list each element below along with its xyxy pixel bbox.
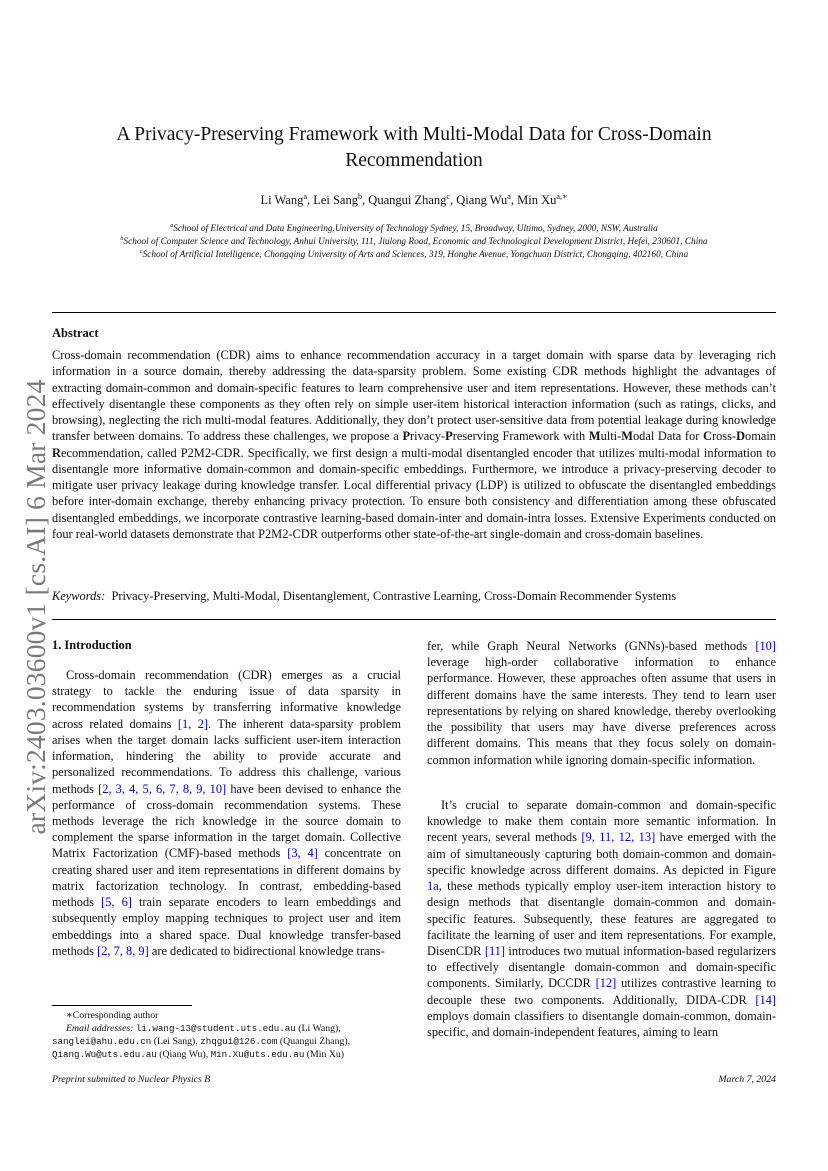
footer-journal: Preprint submitted to Nuclear Physics B	[52, 1074, 211, 1085]
title-line-2: Recommendation	[345, 150, 483, 171]
email-link[interactable]: Qiang.Wu@uts.edu.au	[52, 1049, 157, 1060]
footnote-divider	[52, 1005, 192, 1006]
author: Min $Xu^{a,∗}$	[517, 191, 568, 207]
figure-link[interactable]: 1a	[427, 879, 439, 894]
divider	[52, 619, 776, 620]
email-link[interactable]: sanglei@ahu.edu.cn	[52, 1036, 152, 1047]
section-heading: 1. Introduction	[52, 638, 132, 652]
footnote-corresponding: ∗Corresponding author	[66, 1010, 159, 1021]
author: Qiang Wu$^a$	[456, 191, 511, 207]
keywords: Keywords: Privacy-Preserving, Multi-Modal, Disentanglement, Contrastive Learning, Cross-Domain Recommender Systems	[52, 589, 677, 603]
citation-link[interactable]: [10]	[755, 639, 776, 653]
author: Quangui Zhang$^c$	[368, 191, 451, 207]
intro-paragraph: It’s crucial to separate domain-common and domain-specific knowledge to make them contain more semantic information. In recent years, several methods [9, 11, 12, 13] have emerged with the aim of simultaneously capturing both domain-common and domain-specific knowledge across different domains. As depicted in Figure 1a, these methods typically employ user-item interaction history to design methods that disentangle domain-common and domain-specific features. Subsequently, these features are aggregated to facilitate the learning of user and item representations. For example, DisenCDR [11] introduces two mutual information-based regularizers to effectively disentangle domain-common and domain-specific components. Similarly, DCCDR [12] utilizes contrastive learning to decouple these two components. Additionally, DIDA-CDR [14] employs domain classifiers to disentangle domain-common, domain-specific, and domain-independent features, aiming to learn	[427, 798, 777, 1040]
arxiv-stamp-text: arXiv:2403.03600v1 [cs.AI] 6 Mar 2024	[20, 379, 51, 835]
citation-link[interactable]: [1, 2]	[177, 716, 209, 731]
abstract-body: Cross-domain recommendation (CDR) aims to enhance recommendation accuracy in a target domain with sparse data by leveraging rich information in a source domain, thereby addressing the data-sparsity problem. Some existing CDR methods highlight the advantages of extracting domain-common and domain-specific features to learn comprehensive user and item representations. However, these methods can’t effectively disentangle these components as they often rely on simple user-item historical interaction information (such as ratings, clicks, and browsing), neglecting the rich multi-modal features. Additionally, they don’t protect user-sensitive data from potential leakage during knowledge transfer between domains. To address these challenges, we propose a Privacy-Preserving Framework with Multi-Modal Data for Cross-Domain Recommendation, called P2M2-CDR. Specifically, we first design a multi-modal disentangled encoder that utilizes multi-modal information to disentangle more informative domain-common and domain-specific embeddings. Furthermore, we introduce a privacy-preserving decoder to mitigate user privacy leakage during knowledge transfer. Local differential privacy (LDP) is utilized to obfuscate the disentangled embeddings before inter-domain exchange, thereby enhancing privacy protection. To ensure both consistency and differentiation among these obfuscated disentangled embeddings, we incorporate contrastive learning-based domain-inter and domain-intra losses. Extensive Experiments conducted on four real-world datasets demonstrate that P2M2-CDR outperforms other state-of-the-art single-domain and cross-domain baselines.	[52, 348, 777, 541]
intro-paragraph: fer, while Graph Neural Networks (GNNs)-based methods [10] leverage high-order collaborative information to enhance performance. However, these approaches often assume that users in different domains have the same interests. They tend to learn user representations by relying on shared knowledge, thereby overlooking the possibility that users may have diverse preferences across different domains. This means that they focus solely on domain-common information while ignoring domain-specific information.	[427, 639, 776, 767]
author: Lei Sang$^b$	[313, 191, 363, 207]
citation-link[interactable]: [11]	[484, 943, 505, 958]
email-link[interactable]: li.wang-13@student.uts.edu.au	[135, 1023, 296, 1034]
email-link[interactable]: zhqgui@126.com	[200, 1036, 278, 1047]
affiliation: $^c$School of Artificial Intelligence, Chongqing University of Arts and Sciences, 319, Honghe Avenue, Yongchuan District, Chongqing, 402160, China	[139, 248, 689, 260]
citation-link[interactable]: [12]	[595, 976, 617, 991]
title-line-1: A Privacy-Preserving Framework with Multi-Modal Data for Cross-Domain	[116, 124, 712, 145]
intro-paragraph: Cross-domain recommendation (CDR) emerges as a crucial strategy to tackle the enduring issue of data sparsity in recommendation systems by transferring informative knowledge across related domains [1, 2]. The inherent data-sparsity problem arises when the target domain lacks sufficient user-item interaction information, hindering the ability to provide accurate and personalized recommendations. To address this challenge, various methods [2, 3, 4, 5, 6, 7, 8, 9, 10] have been devised to enhance the performance of cross-domain recommendation systems. These methods leverage the rich knowledge in the source domain to complement the sparse information in the target domain. Collective Matrix Factorization (CMF)-based methods [3, 4] concentrate on creating shared user and item representations in different domains by matrix factorization technology. In contrast, embedding-based methods [5, 6] train separate encoders to learn embeddings and subsequently employ mapping techniques to project user and item embeddings into a shared space. Dual knowledge transfer-based methods [2, 7, 8, 9] are dedicated to bidirectional knowledge trans-	[52, 668, 402, 958]
citation-link[interactable]: [2, 7, 8, 9]	[97, 943, 149, 958]
footer-date: March 7, 2024	[718, 1074, 776, 1085]
author: Li Wang$^a$	[260, 191, 307, 207]
abstract-heading: Abstract	[52, 326, 99, 340]
citation-link[interactable]: [5, 6]	[101, 895, 132, 910]
footnote-emails: Email addresses: li.wang-13@student.uts.edu.au (Li Wang), sanglei@ahu.edu.cn (Lei Sang), zhqgui@126.com (Quangui Zhang), Qiang.Wu@uts.edu.au (Qiang Wu), Min.Xu@uts.edu.au (Min Xu)	[52, 1023, 351, 1060]
email-link[interactable]: Min.Xu@uts.edu.au	[210, 1049, 305, 1060]
paper-title	[60, 122, 768, 174]
affiliation: $^b$School of Computer Science and Technology, Anhui University, 111, Jiulong Road, Economic and Technological Development District, Hefei, 230601, China	[120, 235, 708, 247]
citation-link[interactable]: [3, 4]	[287, 846, 318, 861]
citation-link[interactable]: [14]	[755, 992, 776, 1007]
affiliation: $^a$School of Electrical and Data Engineering,University of Technology Sydney, 15, Broadway, Ultimo, Sydney, 2000, NSW, Australia	[170, 222, 658, 234]
citation-link[interactable]: [9, 11, 12, 13]	[581, 830, 656, 845]
citation-link[interactable]: [2, 3, 4, 5, 6, 7, 8, 9, 10]	[98, 781, 227, 796]
divider	[52, 312, 776, 313]
author-list: Li Wang$^a$, Lei Sang$^b$, Quangui Zhang$^c$, Qiang Wu$^a$, Min $Xu^{a,∗}$	[260, 191, 568, 207]
